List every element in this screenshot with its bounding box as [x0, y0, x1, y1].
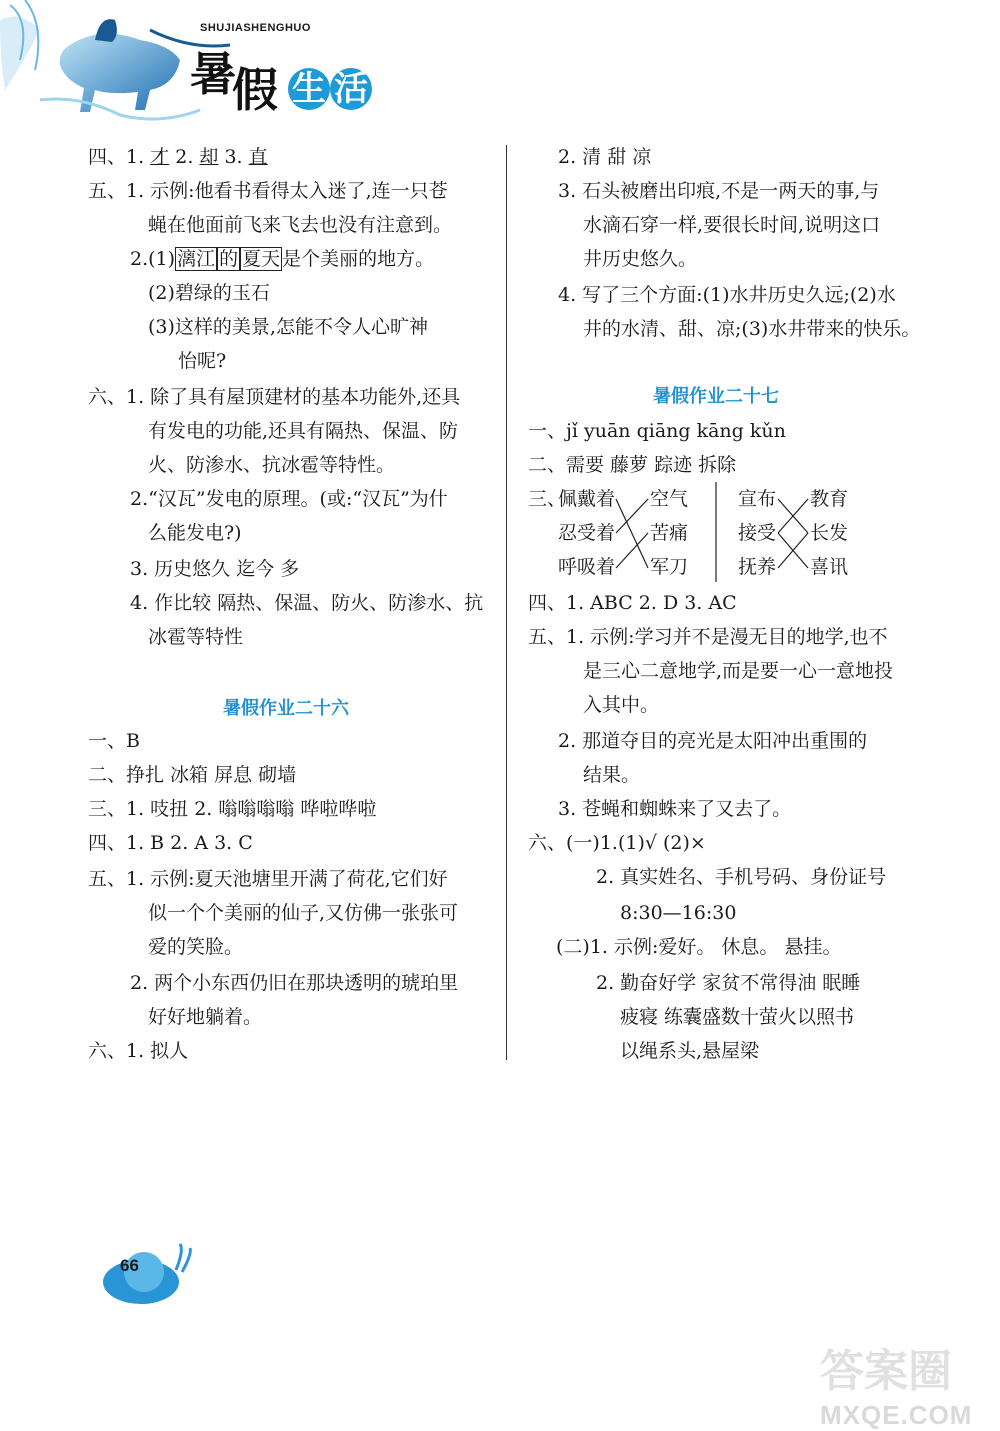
answer-line: 4. 写了三个方面:(1)水井历史久远;(2)水	[558, 284, 896, 306]
answer-line: 一、B	[88, 730, 140, 752]
boxed-word: 漓江	[177, 248, 216, 270]
watermark-brand: 答案圈	[820, 1346, 952, 1397]
match-left-term: 佩戴着	[558, 488, 616, 510]
brand-char: 活	[330, 68, 372, 110]
answer-line: 是三心二意地学,而是要一心一意地投	[583, 660, 894, 682]
header-banner	[0, 0, 420, 140]
answer-line: 4. 作比较 隔热、保温、防火、防渗水、抗	[130, 592, 484, 614]
answer-line: 一、jǐ yuān qiāng kāng kǔn	[528, 420, 786, 442]
brand-char: 暑	[190, 47, 236, 101]
match-line	[616, 499, 648, 568]
answer-text: 是个美丽的地方。	[282, 248, 435, 270]
matching-exercise	[528, 482, 928, 587]
answer-line: 2. 勤奋好学 家贫不常得油 眠睡	[596, 972, 861, 994]
answer-underlined: 才	[150, 146, 170, 168]
boxed-word: 的	[219, 248, 239, 270]
answer-line: 似一个个美丽的仙子,又仿佛一张张可	[148, 902, 459, 924]
answer-line: 2.“汉瓦”发电的原理。(或:“汉瓦”为什	[130, 488, 448, 510]
match-left-term: 忍受着	[558, 522, 616, 544]
answer-line: 3. 苍蝇和蜘蛛来了又去了。	[558, 798, 792, 820]
answer-line: 六、(一)1.(1)√ (2)×	[528, 832, 706, 854]
answer-underlined: 直	[248, 146, 268, 168]
match-left-term: 空气	[650, 488, 689, 510]
brand-char: 假	[232, 63, 278, 117]
answer-line: 2. 真实姓名、手机号码、身份证号	[596, 866, 887, 888]
answer-line	[88, 140, 268, 174]
answer-line: 入其中。	[583, 694, 660, 716]
snail-page-badge	[96, 1240, 196, 1310]
answer-line: 六、1. 拟人	[88, 1040, 189, 1062]
answer-line: 怡呢?	[178, 350, 227, 372]
answer-line: (二)1. 示例:爱好。 休息。 悬挂。	[556, 936, 842, 958]
watermark-site: MXQE.COM	[820, 1400, 973, 1430]
match-left-term: 呼吸着	[558, 556, 616, 578]
answer-line: 8:30—16:30	[620, 902, 737, 924]
brand-latin: SHUJIASHENGHUO	[200, 22, 311, 34]
column-divider	[506, 145, 507, 1060]
match-left-term: 军刀	[650, 556, 689, 578]
answer-line: 三、1. 吱扭 2. 嗡嗡嗡嗡 哗啦哗啦	[88, 798, 377, 820]
answer-line: 2. 那道夺目的亮光是太阳冲出重围的	[558, 730, 868, 752]
answer-underlined: 却	[199, 146, 219, 168]
answer-line: 疲寝 练囊盛数十萤火以照书	[620, 1006, 855, 1028]
answer-line: (2)碧绿的玉石	[148, 282, 270, 304]
answer-line: 3. 历史悠久 迄今 多	[130, 558, 300, 580]
answer-label: 3.	[218, 146, 249, 168]
match-right-term: 抚养	[738, 556, 777, 578]
match-right-term: 接受	[738, 522, 777, 544]
boxed-word: 夏天	[242, 248, 281, 270]
answer-line: 2. 清 甜 凉	[558, 146, 652, 168]
match-right-term: 教育	[810, 488, 849, 510]
answer-line: 井的水清、甜、凉;(3)水井带来的快乐。	[583, 318, 921, 340]
snail-icon	[96, 1240, 196, 1310]
answer-line: 二、挣扎 冰箱 屏息 砌墙	[88, 764, 297, 786]
answer-line: 二、需要 藤萝 踪迹 拆除	[528, 454, 737, 476]
answer-line: 爱的笑脸。	[148, 936, 244, 958]
brand-char: 生	[288, 68, 330, 110]
match-right-term: 长发	[810, 522, 849, 544]
match-right-term: 喜讯	[810, 556, 849, 578]
page-number: 66	[120, 1256, 139, 1275]
answer-line: 四、1. B 2. A 3. C	[88, 832, 253, 854]
answer-label: 四、1.	[88, 146, 151, 168]
answer-line	[130, 242, 434, 276]
answer-line: 六、1. 除了具有屋顶建材的基本功能外,还具	[88, 386, 461, 408]
answer-label: 三、	[528, 488, 567, 510]
match-line	[616, 499, 648, 533]
answer-line: 以绳系头,悬屋梁	[620, 1040, 760, 1062]
answer-line: 么能发电?)	[148, 522, 242, 544]
match-line	[616, 533, 648, 568]
answer-line: 好好地躺着。	[148, 1006, 263, 1028]
answer-line: 四、1. ABC 2. D 3. AC	[528, 592, 737, 614]
answer-line: 结果。	[583, 764, 641, 786]
match-left-term: 苦痛	[650, 522, 689, 544]
answer-line: 火、防渗水、抗冰雹等特性。	[148, 454, 396, 476]
answer-line: 有发电的功能,还具有隔热、保温、防	[148, 420, 459, 442]
answer-line: 五、1. 示例:夏天池塘里开满了荷花,它们好	[88, 868, 448, 890]
answer-line: 2. 两个小东西仍旧在那块透明的琥珀里	[130, 972, 459, 994]
answer-line: 水滴石穿一样,要很长时间,说明这口	[583, 214, 881, 236]
answer-line: (3)这样的美景,怎能不令人心旷神	[148, 316, 428, 338]
answer-line: 五、1. 示例:学习并不是漫无目的地学,也不	[528, 626, 888, 648]
answer-line: 井历史悠久。	[583, 248, 698, 270]
answer-label: 2.	[169, 146, 200, 168]
answer-line: 蝇在他面前飞来飞去也没有注意到。	[148, 214, 453, 236]
answer-line: 五、1. 示例:他看书看得太入迷了,连一只苍	[88, 180, 448, 202]
match-lines	[528, 482, 928, 587]
answer-line: 3. 石头被磨出印痕,不是一两天的事,与	[558, 180, 880, 202]
section-title: 暑假作业二十七	[653, 386, 779, 407]
match-right-term: 宣布	[738, 488, 777, 510]
section-title: 暑假作业二十六	[223, 698, 349, 719]
answer-line: 冰雹等特性	[148, 626, 244, 648]
answer-label: 2.(1)	[130, 248, 176, 270]
